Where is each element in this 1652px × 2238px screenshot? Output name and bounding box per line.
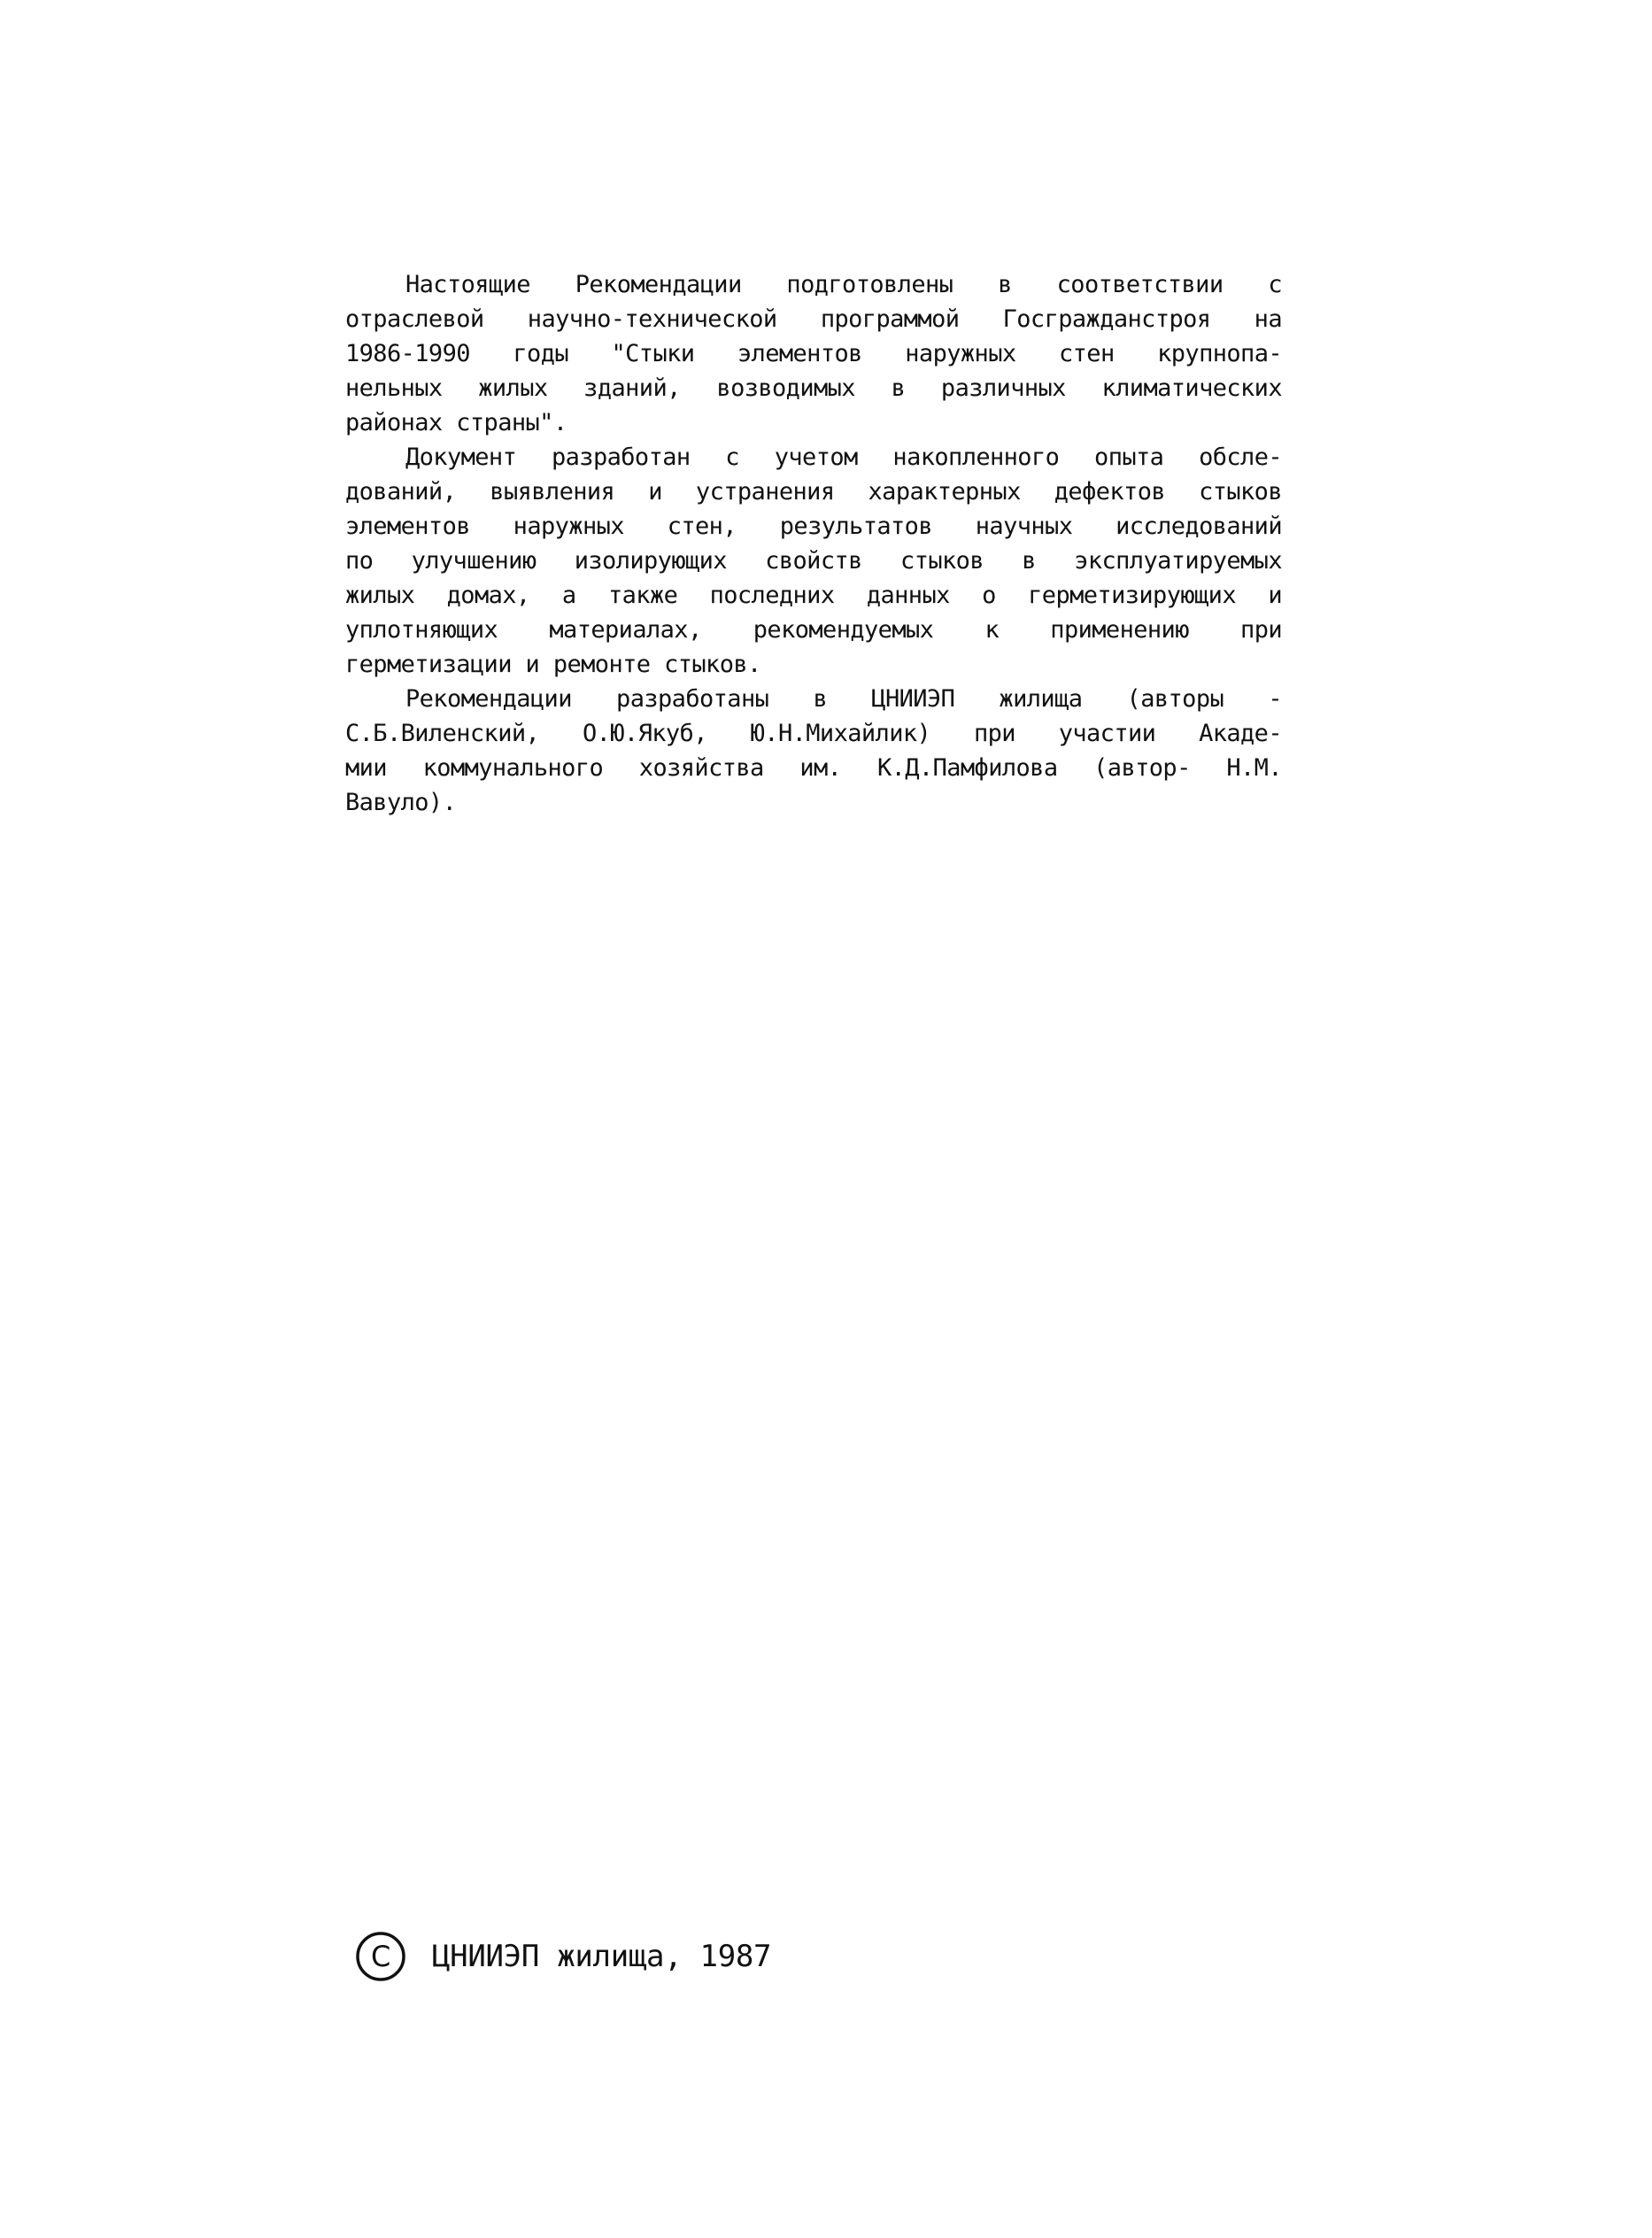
paragraph-1-line-5: районах страны". bbox=[345, 409, 567, 436]
paragraph-2-line-5: жилых домах, а также последних данных о герметизирующих и bbox=[345, 582, 1282, 609]
copyright-symbol: C bbox=[370, 1940, 391, 1973]
preface-text bbox=[345, 267, 1282, 820]
paragraph-2-line-7: герметизации и ремонте стыков. bbox=[345, 651, 761, 678]
paragraph-3-line-3: мии коммунального хозяйства им. К.Д.Памфилова (автор- Н.М. bbox=[345, 754, 1282, 782]
copyright-icon bbox=[354, 1930, 407, 1983]
paragraph-2-line-3: элементов наружных стен, результатов научных исследований bbox=[345, 513, 1282, 540]
copyright-notice bbox=[354, 1928, 771, 1985]
paragraph-2-line-4: по улучшению изолирующих свойств стыков в эксплуатируемых bbox=[345, 547, 1282, 575]
paragraph-1-line-2: отраслевой научно-технической программой Госгражданстроя на bbox=[345, 305, 1282, 333]
paragraph-3-line-1: Рекомендации разработаны в ЦНИИЭП жилища (авторы - bbox=[405, 685, 1282, 713]
paragraph-1-line-4: нельных жилых зданий, возводимых в различных климатических bbox=[345, 374, 1282, 402]
paragraph-1-line-3: 1986-1990 годы "Стыки элементов наружных стен крупнопа- bbox=[345, 340, 1282, 367]
paragraph-1-line-1: Настоящие Рекомендации подготовлены в соответствии с bbox=[405, 271, 1282, 298]
paragraph-2-line-6: уплотняющих материалах, рекомендуемых к применению при bbox=[345, 616, 1282, 644]
paragraph-2-line-2: дований, выявления и устранения характерных дефектов стыков bbox=[345, 478, 1282, 505]
paragraph-3-line-4: Вавуло). bbox=[345, 789, 457, 816]
paragraph-3-line-2: С.Б.Виленский, О.Ю.Якуб, Ю.Н.Михайлик) при участии Акаде- bbox=[345, 720, 1282, 747]
copyright-text: ЦНИИЭП жилища, 1987 bbox=[432, 1939, 772, 1974]
paragraph-2-line-1: Документ разработан с учетом накопленного опыта обсле- bbox=[405, 444, 1282, 471]
